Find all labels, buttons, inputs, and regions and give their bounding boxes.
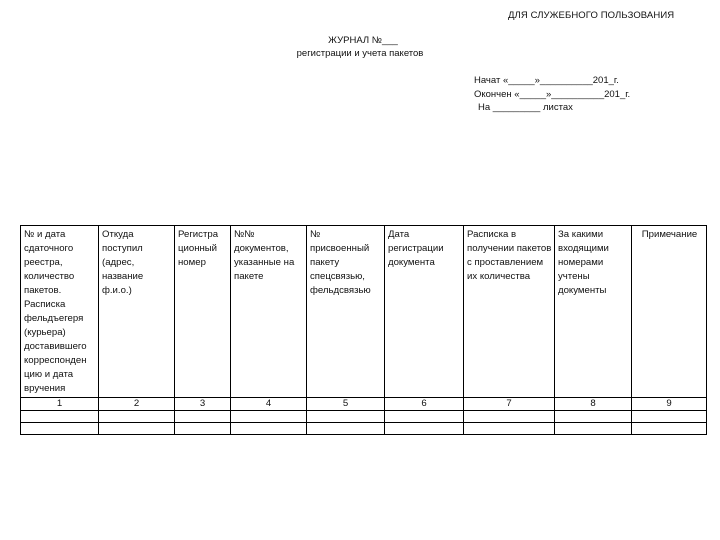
table-cell[interactable] xyxy=(175,411,231,423)
table-cell[interactable] xyxy=(99,411,175,423)
column-header: За какими входящими номерами учтены документы xyxy=(555,226,632,398)
column-header: Откуда поступил (адрес, название ф.и.о.) xyxy=(99,226,175,398)
table-cell[interactable] xyxy=(464,411,555,423)
column-header: Расписка в получении пакетов с проставлением их количества xyxy=(464,226,555,398)
column-number: 7 xyxy=(464,398,555,411)
column-header: №№ документов, указанные на пакете xyxy=(231,226,307,398)
table-row xyxy=(21,411,707,423)
table-cell[interactable] xyxy=(231,411,307,423)
table-cell[interactable] xyxy=(632,411,707,423)
column-header: № и дата сдаточного реестра, количество пакетов. Расписка фельдъегеря (курьера) доставившего корреспонден цию и дата вручения xyxy=(21,226,99,398)
journal-subtitle: регистрации и учета пакетов xyxy=(296,48,424,59)
table-cell[interactable] xyxy=(385,411,464,423)
column-number: 6 xyxy=(385,398,464,411)
column-number: 8 xyxy=(555,398,632,411)
table-cell[interactable] xyxy=(555,423,632,435)
column-number: 5 xyxy=(307,398,385,411)
table-cell[interactable] xyxy=(307,411,385,423)
journal-title-number: ЖУРНАЛ №___ xyxy=(328,35,398,46)
column-header: Регистра ционный номер xyxy=(175,226,231,398)
table-cell[interactable] xyxy=(464,423,555,435)
classification-stamp: ДЛЯ СЛУЖЕБНОГО ПОЛЬЗОВАНИЯ xyxy=(508,10,675,21)
sheets-count-line: На _________ листах xyxy=(478,102,573,113)
table-cell[interactable] xyxy=(632,423,707,435)
column-header: № присвоенный пакету спецсвязью, фельдсвязью xyxy=(307,226,385,398)
table-cell[interactable] xyxy=(99,423,175,435)
table-cell[interactable] xyxy=(21,411,99,423)
started-date-line: Начат «_____»__________201_г. xyxy=(474,75,619,86)
column-number: 2 xyxy=(99,398,175,411)
column-header: Примечание xyxy=(632,226,707,398)
registration-table xyxy=(20,225,707,435)
column-number-row xyxy=(21,398,707,411)
journal-title xyxy=(0,34,720,60)
column-number: 4 xyxy=(231,398,307,411)
column-header: Дата регистрации документа xyxy=(385,226,464,398)
column-number: 9 xyxy=(632,398,707,411)
journal-dates xyxy=(474,74,630,115)
column-number: 3 xyxy=(175,398,231,411)
finished-date-line: Окончен «_____»__________201_г. xyxy=(474,88,631,100)
table-cell[interactable] xyxy=(175,423,231,435)
table-cell[interactable] xyxy=(555,411,632,423)
table-cell[interactable] xyxy=(21,423,99,435)
table-cell[interactable] xyxy=(307,423,385,435)
table-row xyxy=(21,423,707,435)
table-cell[interactable] xyxy=(385,423,464,435)
table-cell[interactable] xyxy=(231,423,307,435)
table-header-row xyxy=(21,226,707,398)
column-number: 1 xyxy=(21,398,99,411)
